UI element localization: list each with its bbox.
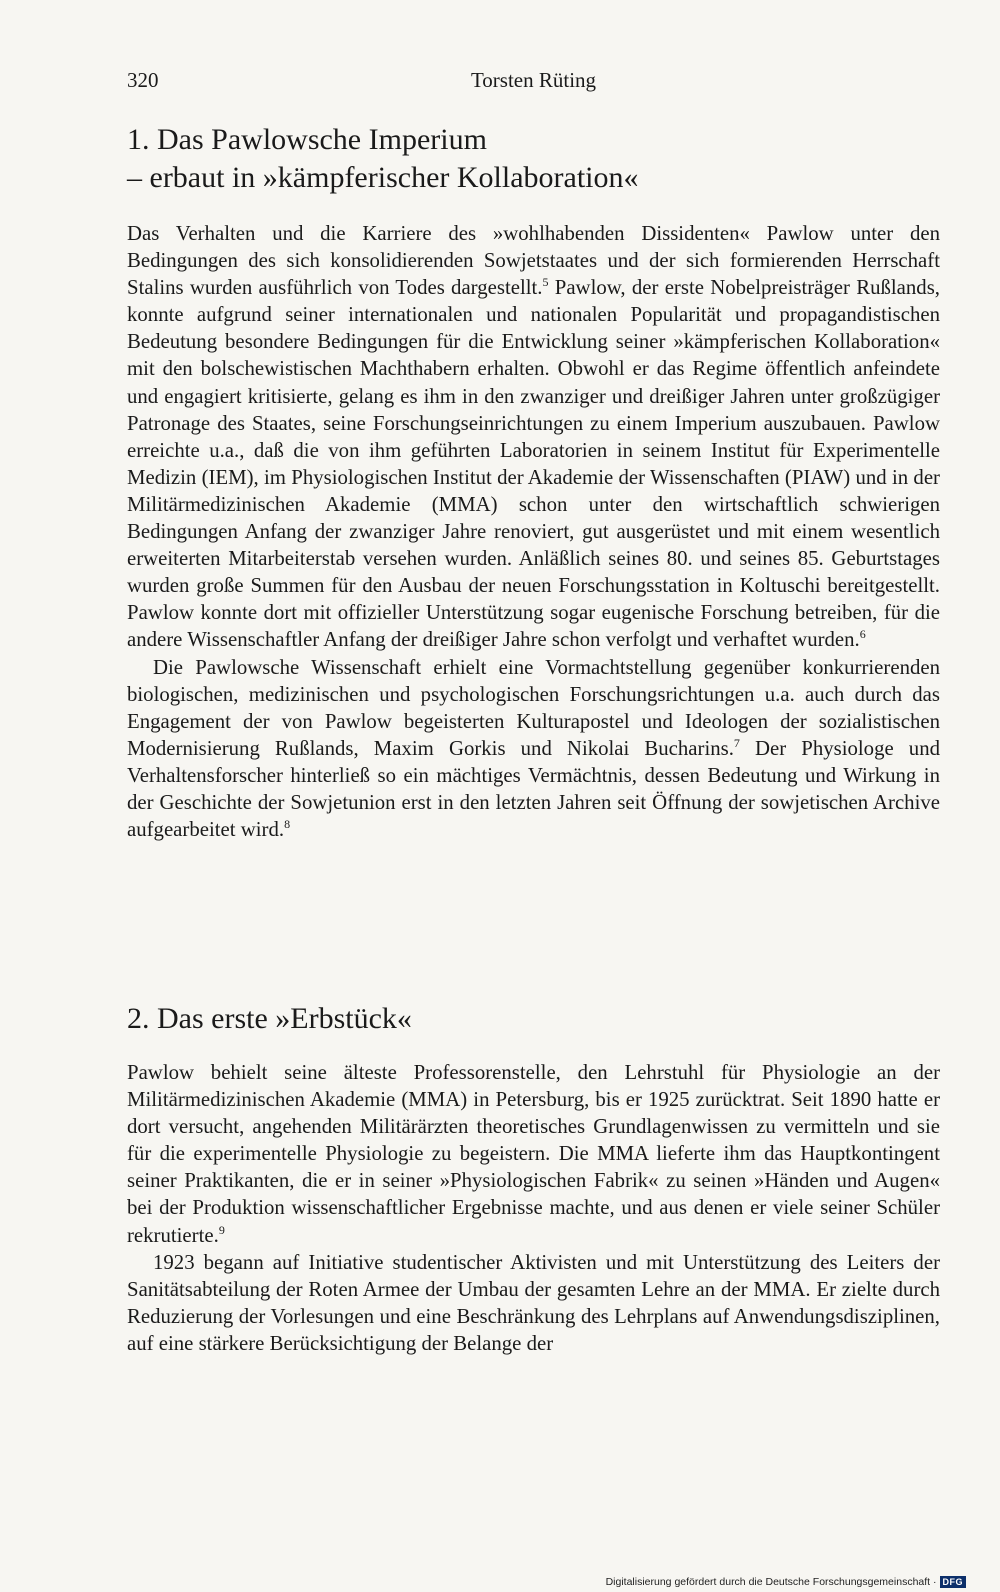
footnote-ref-9: 9 <box>218 1222 225 1237</box>
section-2-body <box>127 1059 940 1357</box>
section-2-heading <box>127 1000 940 1038</box>
section-1-paragraph-1 <box>127 220 940 654</box>
section-1-paragraph-2 <box>127 654 940 844</box>
running-head <box>127 68 940 98</box>
section-1-title-line-2: – erbaut in »kämpferischer Kollaboration« <box>127 161 639 194</box>
credit-text: Digitalisierung gefördert durch die Deutsche Forschungsgemeinschaft · <box>605 1576 937 1588</box>
footnote-ref-5: 5 <box>542 275 549 290</box>
footnote-ref-8: 8 <box>284 817 291 832</box>
page-number: 320 <box>127 68 159 92</box>
footnote-ref-7: 7 <box>733 735 740 750</box>
paragraph-text: Das Verhalten und die Karriere des »wohlhabenden Dissidenten« Pawlow unter den Bedingungen des sich konsolidierenden Sowjetstaates und der sich formierenden Herrschaft Stalins wurden ausführlich von Todes dargestellt. <box>127 222 940 300</box>
paragraph-text: 1923 begann auf Initiative studentischer Aktivisten und mit Unterstützung des Leiters der Sanitätsabteilung der Roten Armee der Umbau der gesamten Lehre an der MMA. Er zielte durch Reduzierung der Vorlesungen und eine Beschränkung des Lehrplans auf Anwendungsdisziplinen, auf eine stärkere Berücksichtigung der Belange der <box>127 1250 940 1355</box>
paragraph-text: Die Pawlowsche Wissenschaft erhielt eine Vormachtstellung gegenüber konkurrierenden biologischen, medizinischen und psychologischen Forschungsrichtungen u.a. auch durch das Engagement der von Pawlow begeisterten Kulturapostel und Ideologen der sozialistischen Modernisierung Rußlands, Maxim Gorkis und Nikolai Bucharins. <box>127 655 940 760</box>
section-1-heading <box>127 121 940 197</box>
paragraph-text: Der Physiologe und Verhaltensforscher hinterließ so ein mächtiges Vermächtnis, dessen Bedeutung und Wirkung in der Geschichte der Sowjetunion erst in den letzten Jahren seit Öffnung der sowjetischen Archive aufgearbeitet wird. <box>127 736 940 842</box>
section-2-paragraph-2 <box>127 1249 940 1357</box>
paragraph-text: Pawlow, der erste Nobelpreisträger Rußlands, konnte aufgrund seiner internationalen und nationalen Popularität und propagandistischen Bedeutung besondere Bedingungen für die Entwicklung seiner »kämpferischen Kollaboration« mit den bolschewistischen Machthabern erhalten. Obwohl er das Regime öffentlich anfeindete und engagiert kritisierte, gelang es ihm in den zwanziger und dreißiger Jahren unter großzügiger Patronage des Staates, seine Forschungseinrichtungen zu einem Imperium auszubauen. Pawlow erreichte u.a., daß die von ihm geführten Laboratorien in seinem Institut für Experimentelle Medizin (IEM), im Physiologischen Institut der Akademie der Wissenschaften (PIAW) und in der Militärmedizinischen Akademie (MMA) schon unter den wirtschaftlich schwierigen Bedingungen Anfang der zwanziger Jahre renoviert, gut ausgerüstet und mit einem wesentlich erweiterten Mitarbeiterstab versehen wurden. Anläßlich seines 80. und seines 85. Geburtstages wurden große Summen für den Ausbau der neuen Forschungsstation in Koltuschi bereitgestellt. Pawlow konnte dort mit offizieller Unterstützung sogar eugenische Forschung betreiben, für die andere Wissenschaftler Anfang der dreißiger Jahre schon verfolgt und verhaftet wurden. <box>127 276 940 652</box>
section-2-paragraph-1 <box>127 1059 940 1249</box>
dfg-logo: DFG <box>940 1576 967 1588</box>
section-2-title: 2. Das erste »Erbstück« <box>127 1002 412 1035</box>
digitization-credit <box>606 1576 966 1588</box>
footnote-ref-6: 6 <box>859 627 866 642</box>
section-1-title-line-1: 1. Das Pawlowsche Imperium <box>127 123 487 156</box>
paragraph-text: Pawlow behielt seine älteste Professorenstelle, den Lehrstuhl für Physiologie an der Militärmedizinischen Akademie (MMA) in Petersburg, bis er 1925 zurücktrat. Seit 1890 hatte er dort versucht, angehenden Militärärzten theoretisches Grundlagenwissen zu vermitteln und sie für die experimentelle Physiologie zu begeistern. Die MMA lieferte ihm das Hauptkontingent seiner Praktikanten, die er in seiner »Physiologischen Fabrik« zu seinen »Händen und Augen« bei der Produktion wissenschaftlicher Ergebnisse machte, und aus denen er viele seiner Schüler rekrutierte. <box>127 1061 940 1247</box>
running-author: Torsten Rüting <box>470 68 597 92</box>
section-1-body <box>127 220 940 843</box>
